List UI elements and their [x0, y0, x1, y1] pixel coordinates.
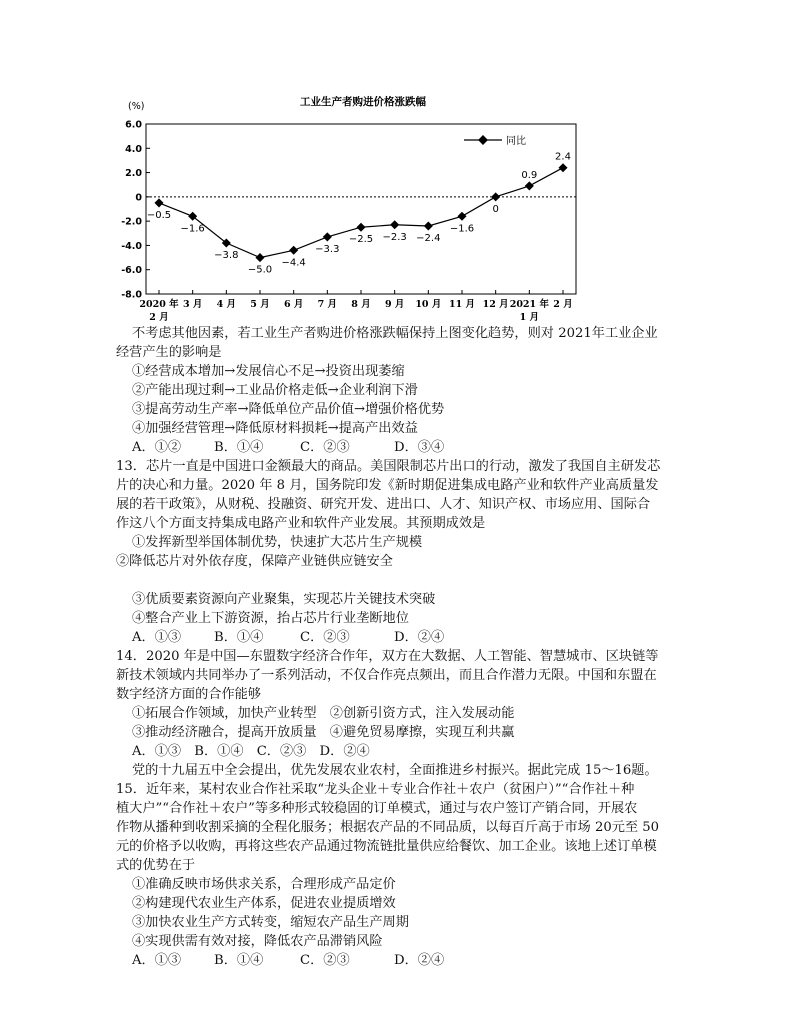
data-point: [558, 163, 567, 172]
x-tick-label: 3 月: [182, 299, 203, 310]
data-point: [356, 223, 365, 232]
y-tick-label: 0: [135, 192, 142, 204]
x-tick-sublabel: 1 月: [519, 312, 540, 323]
y-tick-label: -6.0: [121, 265, 142, 277]
q12-conclusion-line1: 不考虑其他因素，若工业生产者购进价格涨跌幅保持上图变化趋势，则对 2021年工业企业: [132, 326, 658, 341]
q15-option-d[interactable]: D．②④: [394, 953, 445, 968]
q12-statement-1: ①经营成本增加→发展信心不足→投资出现萎缩: [132, 364, 405, 379]
q13-statement-1: ①发挥新型举国体制优势，快速扩大芯片生产规模: [132, 535, 423, 550]
q13-stem-line4: 作这八个方面支持集成电路产业和软件产业发展。其预期成效是: [116, 516, 486, 531]
y-axis-unit: (%): [128, 101, 145, 112]
y-tick-label: 6.0: [125, 119, 142, 131]
q14-stem-line2: 新技术领域内共同举办了一系列活动，不仅合作亮点频出，而且合作潜力无限。中国和东盟在: [116, 668, 657, 683]
x-tick-label: 2021 年: [509, 299, 549, 310]
q12-statement-4: ④加强经营管理→降低原材料损耗→提高产出效益: [132, 421, 418, 436]
x-tick-label: 5 月: [250, 299, 270, 310]
data-label: −1.6: [180, 223, 205, 235]
data-label: −0.5: [146, 209, 172, 221]
q15-options: [132, 951, 444, 970]
q14-stem-line1: 14．2020 年是中国—东盟数字经济合作年，双方在大数据、人工智能、智慧城市、区块链等: [116, 649, 659, 664]
data-label: 0.9: [521, 169, 538, 181]
q12-option-d[interactable]: D．③④: [394, 440, 445, 455]
q15-statement-2: ②构建现代农业生产体系，促进农业提质增效: [132, 896, 396, 911]
q14-options[interactable]: A．①③ B．①④ C．②③ D．②④: [132, 744, 370, 759]
q13-stem-line2: 片的决心和力量。2020 年 8 月，国务院印发《新时期促进集成电路产业和软件产业高质量发: [116, 478, 659, 493]
x-tick-label: 8 月: [351, 299, 371, 310]
data-point: [390, 220, 399, 229]
y-tick-label: 4.0: [125, 143, 142, 155]
data-point: [323, 232, 332, 241]
chart-title: 工业生产者购进价格涨跌幅: [300, 96, 426, 108]
plot-frame: [146, 124, 576, 294]
data-point: [154, 198, 163, 207]
q13-statement-4: ④整合产业上下游资源，抬占芯片行业垄断地位: [132, 611, 409, 626]
price-change-chart: [108, 92, 588, 328]
x-tick-label: 2020 年: [139, 299, 179, 310]
q13-option-c[interactable]: C．②③: [300, 630, 350, 645]
data-label: 2.4: [555, 151, 571, 163]
q12-statement-2: ②产能出现过剩→工业品价格走低→企业利润下滑: [132, 383, 418, 398]
data-point: [457, 212, 466, 221]
q12-option-b[interactable]: B．①④: [214, 440, 264, 455]
y-tick-label: -4.0: [121, 240, 142, 252]
q15-stem-line5: 式的优势在于: [116, 858, 196, 873]
data-label: −2.3: [382, 231, 407, 243]
data-label: −1.6: [449, 223, 475, 235]
data-label: −5.0: [247, 264, 273, 276]
q15-option-a[interactable]: A．①③: [132, 953, 182, 968]
q13-statement-3: ③优质要素资源向产业聚集，实现芯片关键技术突破: [132, 592, 436, 607]
x-tick-label: 6 月: [283, 299, 304, 310]
data-label: −3.8: [214, 250, 239, 261]
data-point: [491, 192, 500, 201]
q14-stem-line3: 数字经济方面的合作能够: [116, 687, 262, 702]
x-tick-label: 9 月: [384, 299, 405, 310]
y-tick-label: 2.0: [125, 168, 142, 180]
data-label: −4.4: [281, 257, 306, 269]
q15-statement-4: ④实现供需有效对接，降低农产品滞销风险: [132, 934, 383, 949]
q13-option-b[interactable]: B．①④: [214, 630, 264, 645]
x-tick-sublabel: 2 月: [149, 312, 169, 323]
legend-marker: [478, 135, 488, 145]
q14-statements-3-4: ③推动经济融合，提高开放质量 ④避免贸易摩擦，实现互利共赢: [132, 725, 515, 740]
q13-stem-line1: 13．芯片一直是中国进口金额最大的商品。美国限制芯片出口的行动，激发了我国自主研发芯: [116, 459, 661, 474]
data-point: [255, 253, 264, 262]
q15-stem-line2: 植大户”“合作社＋农户”等多种形式较稳固的订单模式，通过与农户签订产销合同，开展农: [116, 801, 638, 816]
legend-label: 同比: [506, 136, 526, 147]
q13-statement-2: ②降低芯片对外依存度，保障产业链供应链安全: [116, 554, 393, 569]
x-tick-label: 10 月: [415, 299, 442, 310]
q13-stem-line3: 展的若干政策》，从财税、投融资、研究开发、进出口、人才、知识产权、市场应用、国际合: [116, 497, 651, 512]
q15-statement-1: ①准确反映市场供求关系，合理形成产品定价: [132, 877, 396, 892]
q15-option-b[interactable]: B．①④: [214, 953, 264, 968]
legend: [464, 134, 526, 147]
x-tick-label: 2 月: [553, 299, 573, 310]
q15-stem-line4: 元的价格予以收购，再将这些农产品通过物流链批量供应给餐饮、加工企业。该地上述订单模: [116, 839, 657, 854]
x-tick-label: 4 月: [216, 299, 237, 310]
data-label: 0: [492, 203, 499, 215]
q12-options: [132, 438, 444, 457]
q12-conclusion-line2: 经营产生的影响是: [116, 345, 222, 360]
x-tick-label: 7 月: [317, 299, 338, 310]
data-label: −2.5: [348, 234, 374, 246]
q15-stem-line1: 15．近年来，某村农业合作社采取“龙头企业＋专业合作社＋农户（贫困户）”“合作社＋种: [116, 782, 635, 797]
q12-option-c[interactable]: C．②③: [300, 440, 350, 455]
data-point: [525, 181, 534, 190]
q12-option-a[interactable]: A．①②: [132, 440, 182, 455]
y-tick-label: -2.0: [121, 216, 142, 228]
q13-option-d[interactable]: D．②④: [394, 630, 445, 645]
data-point: [289, 246, 298, 255]
q14-statements-1-2: ①拓展合作领域，加快产业转型 ②创新引资方式，注入发展动能: [132, 706, 515, 721]
x-tick-label: 12 月: [482, 299, 509, 310]
y-tick-label: -8.0: [121, 289, 142, 301]
data-label: −3.3: [315, 243, 340, 255]
section-intro-15-16: 党的十九届五中全会提出，优先发展农业农村，全面推进乡村振兴。据此完成 15～16题。: [132, 763, 658, 778]
data-point: [424, 221, 433, 230]
data-label: −2.4: [416, 233, 441, 244]
q15-option-c[interactable]: C．②③: [300, 953, 350, 968]
q15-statement-3: ③加快农业生产方式转变，缩短农产品生产周期: [132, 915, 409, 930]
q15-stem-line3: 作物从播种到收割采摘的全程化服务；根据农产品的不同品质，以每百斤高于市场 20元至 50: [116, 820, 660, 835]
x-tick-label: 11 月: [448, 299, 476, 310]
q13-options: [132, 628, 444, 647]
q13-option-a[interactable]: A．①③: [132, 630, 182, 645]
q12-statement-3: ③提高劳动生产率→降低单位产品价值→增强价格优势: [132, 402, 445, 417]
